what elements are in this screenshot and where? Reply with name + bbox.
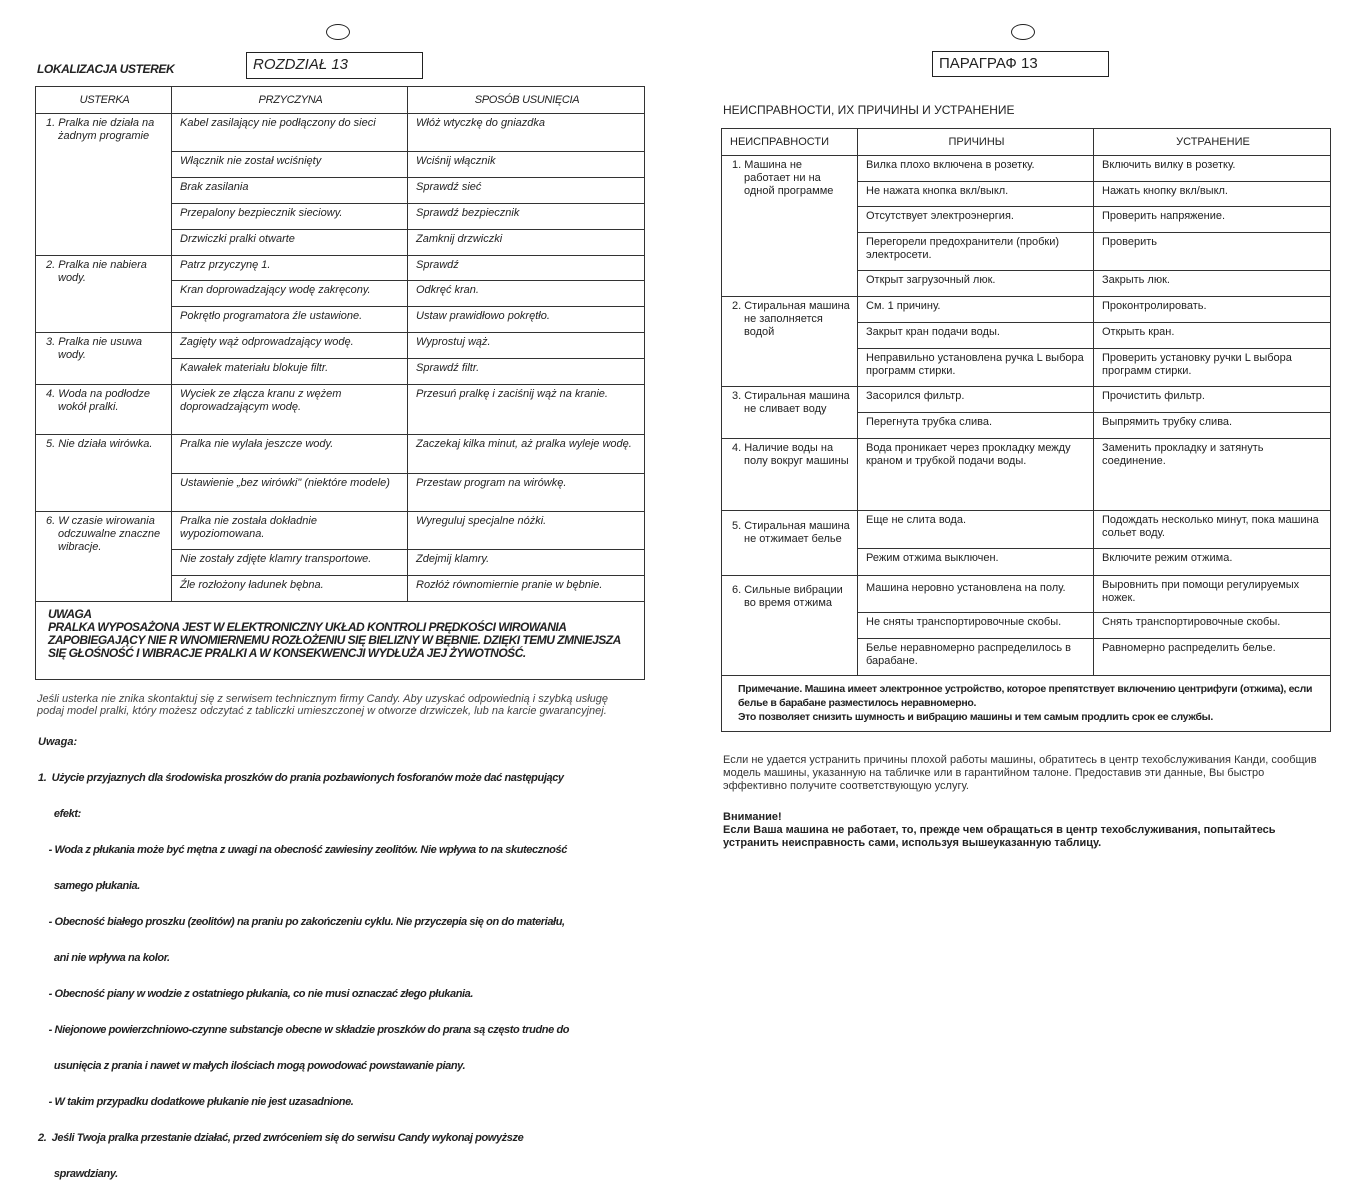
remedy-cell: Zdejmij klamry. (408, 550, 645, 576)
cause-cell: См. 1 причину. (858, 297, 1094, 323)
remedy-cell: Odkręć kran. (408, 281, 645, 307)
remedy-cell: Zaczekaj kilka minut, aż pralka wyleje wodę. (408, 435, 645, 474)
remarks-line: 1. Użycie przyjaznych dla środowiska proszków do prania pozbawionych fosforanów może dać następujący (38, 772, 564, 784)
column-header-remedy: УСТРАНЕНИЕ (1094, 129, 1331, 156)
fault-cell: 6. Сильные вибрации во время отжима (722, 576, 858, 676)
fault-cell: 5. Nie działa wirówka. (36, 435, 172, 512)
cause-cell: Brak zasilania (172, 178, 408, 204)
cause-cell: Pralka nie wylała jeszcze wody. (172, 435, 408, 474)
remedy-cell: Zamknij drzwiczki (408, 230, 645, 256)
remarks-line: ani nie wpływa na kolor. (38, 952, 170, 964)
remarks-line: sprawdziany. (38, 1168, 118, 1180)
attention-text-ru: Если Ваша машина не работает, то, прежде чем обращаться в центр техобслуживания, попытайтесь устранить неисправность сами, используя вышеуказанную таблицу. (723, 824, 1276, 849)
cause-cell: Перегнута трубка слива. (858, 413, 1094, 439)
fault-cell: 3. Стиральная машина не сливает воду (722, 387, 858, 439)
cause-cell: Неправильно установлена ручка L выбора программ стирки. (858, 349, 1094, 387)
remedy-cell: Открыть кран. (1094, 323, 1331, 349)
warning-note-box-pl (36, 602, 645, 680)
cause-cell: Вилка плохо включена в розетку. (858, 156, 1094, 182)
fault-cell: 2. Pralka nie nabiera wody. (36, 256, 172, 333)
fault-cell: 4. Наличие воды на полу вокруг машины (722, 439, 858, 511)
remarks-line: - Woda z płukania może być mętna z uwagi na obecność zawiesiny zeolitów. Nie wpływa to na skuteczność (38, 844, 567, 856)
remedy-cell: Rozłóż równomiernie pranie w bębnie. (408, 576, 645, 602)
cause-cell: Nie zostały zdjęte klamry transportowe. (172, 550, 408, 576)
cause-cell: Закрыт кран подачи воды. (858, 323, 1094, 349)
remedy-cell: Проверить (1094, 233, 1331, 271)
remedy-cell: Подождать несколько минут, пока машина сольет воду. (1094, 511, 1331, 549)
remedy-cell: Sprawdź bezpiecznik (408, 204, 645, 230)
troubleshooting-table-ru (721, 128, 1331, 732)
remedy-cell: Wyreguluj specjalne nóżki. (408, 512, 645, 550)
chapter-title-ru: ПАРАГРАФ 13 (932, 51, 1109, 77)
remedy-cell: Sprawdź filtr. (408, 359, 645, 385)
column-header-cause: ПРИЧИНЫ (858, 129, 1094, 156)
remarks-line: - Niejonowe powierzchniowo-czynne substancje obecne w składzie proszków do prana są często trudne do (38, 1024, 570, 1036)
remedy-cell: Sprawdź (408, 256, 645, 281)
remedy-cell: Przestaw program na wirówkę. (408, 474, 645, 512)
warning-note-text: PRALKA WYPOSAŻONA JEST W ELEKTRONICZNY UKŁAD KONTROLI PRĘDKOŚCI WIROWANIA ZAPOBIEGAJĄCY NIE R WNOMIERNEMU ROZŁOŻENIU SIĘ BIELIZNY W BĘBNIE. DZIĘKI TEMU ZMNIEJSZA SIĘ GŁOŚNOŚĆ I WIBRACJE PRALKI A W KONSEKWENCJI WYDŁUŻA JEJ ŻYWOTNOŚĆ. (48, 620, 621, 660)
language-marker-oval-pl (326, 24, 350, 40)
section-heading-ru: НЕИСПРАВНОСТИ, ИХ ПРИЧИНЫ И УСТРАНЕНИЕ (723, 103, 1015, 117)
remarks-line: - W takim przypadku dodatkowe płukanie nie jest uzasadnione. (38, 1096, 354, 1108)
remarks-line: efekt: (38, 808, 81, 820)
column-header-fault: USTERKA (36, 87, 172, 114)
cause-cell: Белье неравномерно распределилось в барабане. (858, 639, 1094, 676)
remedy-cell: Прочистить фильтр. (1094, 387, 1331, 413)
cause-cell: Режим отжима выключен. (858, 549, 1094, 576)
chapter-title-pl: ROZDZIAŁ 13 (246, 52, 423, 79)
fault-cell: 1. Pralka nie działa na żadnym programie (36, 114, 172, 256)
remedy-cell: Закрыть люк. (1094, 271, 1331, 297)
remedy-cell: Wyprostuj wąż. (408, 333, 645, 359)
warning-note-title: UWAGA (48, 607, 92, 621)
cause-cell: Kawałek materiału blokuje filtr. (172, 359, 408, 385)
cause-cell: Засорился фильтр. (858, 387, 1094, 413)
fault-cell: 3. Pralka nie usuwa wody. (36, 333, 172, 385)
cause-cell: Kran doprowadzający wodę zakręcony. (172, 281, 408, 307)
column-header-fault: НЕИСПРАВНОСТИ (722, 129, 858, 156)
cause-cell: Отсутствует электроэнергия. (858, 207, 1094, 233)
remedy-cell: Włóż wtyczkę do gniazdka (408, 114, 645, 152)
remarks-line: samego płukania. (38, 880, 140, 892)
cause-cell: Еще не слита вода. (858, 511, 1094, 549)
fault-cell: 2. Стиральная машина не заполняется водой (722, 297, 858, 387)
column-header-remedy: SPOSÓB USUNIĘCIA (408, 87, 645, 114)
remarks-line: 2. Jeśli Twoja pralka przestanie działać, przed zwróceniem się do serwisu Candy wykonaj powyższe (38, 1132, 524, 1144)
cause-cell: Вода проникает через прокладку между краном и трубкой подачи воды. (858, 439, 1094, 511)
remedy-cell: Включить вилку в розетку. (1094, 156, 1331, 182)
cause-cell: Ustawienie „bez wirówki" (niektóre modele) (172, 474, 408, 512)
remedy-cell: Выровнить при помощи регулируемых ножек. (1094, 576, 1331, 613)
remedy-cell: Ustaw prawidłowo pokrętło. (408, 307, 645, 333)
cause-cell: Открыт загрузочный люк. (858, 271, 1094, 297)
troubleshooting-table-pl (35, 86, 645, 680)
remedy-cell: Проверить установку ручки L выбора программ стирки. (1094, 349, 1331, 387)
cause-cell: Zagięty wąż odprowadzający wodę. (172, 333, 408, 359)
fault-cell: 4. Woda na podłodze wokół pralki. (36, 385, 172, 435)
fault-cell: 1. Машина не работает ни на одной программе (722, 156, 858, 297)
fault-cell: 5. Стиральная машина не отжимает белье (722, 511, 858, 576)
cause-cell: Wyciek ze złącza kranu z wężem doprowadzającym wodę. (172, 385, 408, 435)
attention-title-ru: Внимание! (723, 811, 782, 823)
service-info-text-pl: Jeśli usterka nie znika skontaktuj się z serwisem technicznym firmy Candy. Aby uzyskać odpowiednią i szybką usługę podaj model pralki, który możesz odczytać z tabliczki umieszczonej w otworze drzwiczek, lub na karcie gwarancyjnej. (37, 693, 609, 717)
cause-cell: Не сняты транспортировочные скобы. (858, 613, 1094, 639)
remarks-list-pl (38, 748, 650, 1192)
cause-cell: Pokrętło programatora źle ustawione. (172, 307, 408, 333)
warning-note-line: Примечание. Машина имеет электронное устройство, которое препятствует включению центрифуги (отжима), если (738, 683, 1313, 695)
service-info-text-ru: Если не удается устранить причины плохой работы машины, обратитесь в центр техобслуживания Канди, сообщив модель машины, указанную на табличке или в гарантийном талоне. Предоставив эти данные, Вы быстро эффективно получите соответствующую услугу. (723, 754, 1317, 792)
remedy-cell: Проконтролировать. (1094, 297, 1331, 323)
cause-cell: Не нажата кнопка вкл/выкл. (858, 182, 1094, 207)
column-header-cause: PRZYCZYNA (172, 87, 408, 114)
remedy-cell: Wciśnij włącznik (408, 152, 645, 178)
remedy-cell: Przesuń pralkę i zaciśnij wąż na kranie. (408, 385, 645, 435)
remarks-line: - Obecność białego proszku (zeolitów) na praniu po zakończeniu cyklu. Nie przyczepia się on do materiału, (38, 916, 565, 928)
warning-note-box-ru (722, 676, 1331, 732)
cause-cell: Машина неровно установлена на полу. (858, 576, 1094, 613)
cause-cell: Pralka nie została dokładnie wypoziomowana. (172, 512, 408, 550)
remarks-line: - Obecność piany w wodzie z ostatniego płukania, co nie musi oznaczać złego płukania. (38, 988, 474, 1000)
remedy-cell: Заменить прокладку и затянуть соединение. (1094, 439, 1331, 511)
cause-cell: Перегорели предохранители (пробки) электросети. (858, 233, 1094, 271)
section-heading-pl: LOKALIZACJA USTEREK (37, 62, 175, 76)
cause-cell: Włącznik nie został wciśnięty (172, 152, 408, 178)
cause-cell: Przepalony bezpiecznik sieciowy. (172, 204, 408, 230)
remedy-cell: Sprawdź sieć (408, 178, 645, 204)
cause-cell: Źle rozłożony ładunek bębna. (172, 576, 408, 602)
remedy-cell: Проверить напряжение. (1094, 207, 1331, 233)
remedy-cell: Равномерно распределить белье. (1094, 639, 1331, 676)
warning-note-line: Это позволяет снизить шумность и вибрацию машины и тем самым продлить срок ее службы. (738, 711, 1213, 723)
cause-cell: Kabel zasilający nie podłączony do sieci (172, 114, 408, 152)
warning-note-line: белье в барабане разместилось неравномерно. (738, 697, 977, 709)
fault-cell: 6. W czasie wirowania odczuwalne znaczne wibracje. (36, 512, 172, 602)
cause-cell: Patrz przyczynę 1. (172, 256, 408, 281)
remedy-cell: Снять транспортировочные скобы. (1094, 613, 1331, 639)
remedy-cell: Выпрямить трубку слива. (1094, 413, 1331, 439)
remedy-cell: Включите режим отжима. (1094, 549, 1331, 576)
cause-cell: Drzwiczki pralki otwarte (172, 230, 408, 256)
remarks-line: usunięcia z prania i nawet w małych ilościach mogą powodować powstawanie piany. (38, 1060, 466, 1072)
remedy-cell: Нажать кнопку вкл/выкл. (1094, 182, 1331, 207)
language-marker-oval-ru (1011, 24, 1035, 40)
remarks-title-pl: Uwaga: (38, 736, 78, 748)
